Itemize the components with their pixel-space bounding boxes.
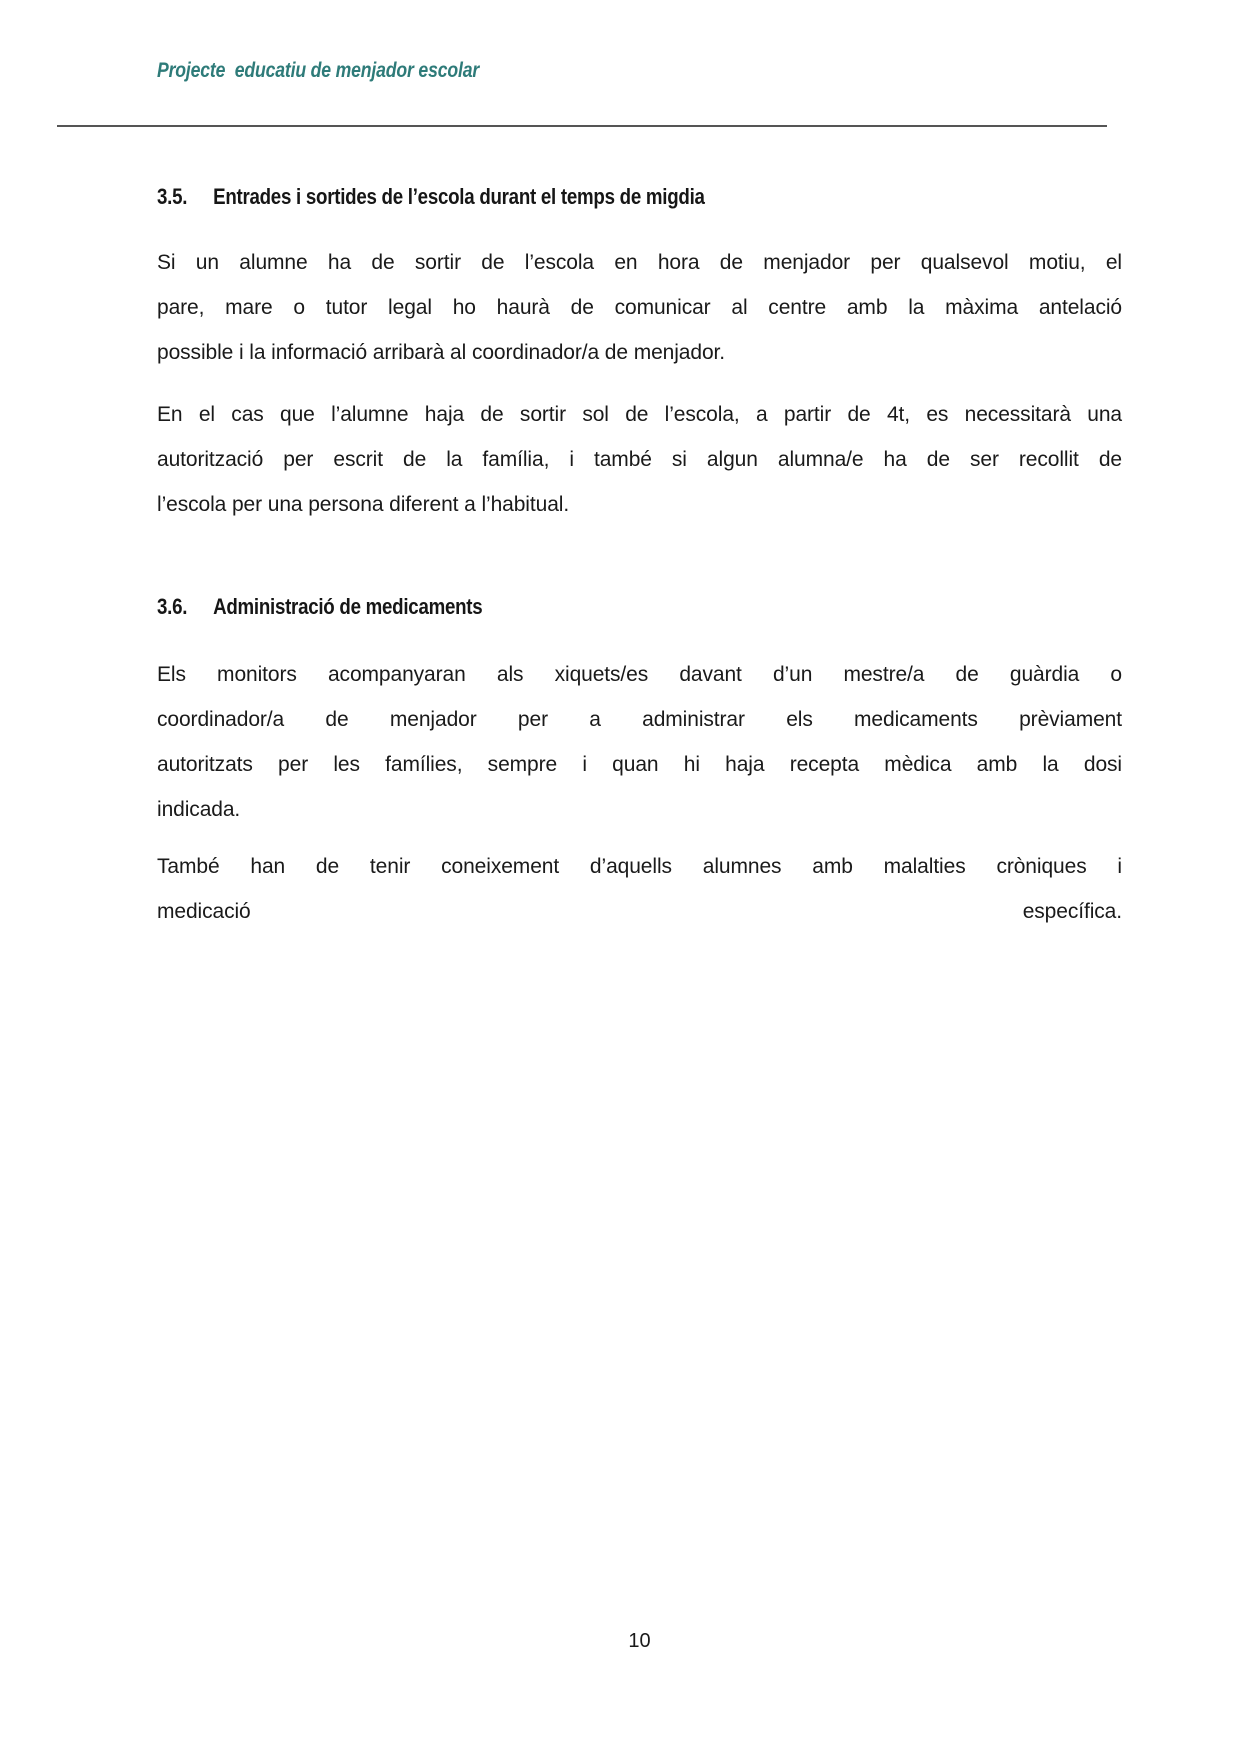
header-rule bbox=[57, 125, 1107, 127]
section-title: Entrades i sortides de l’escola durant el temps de migdia bbox=[213, 184, 705, 209]
section-title: Administració de medicaments bbox=[213, 594, 483, 619]
page-number: 10 bbox=[628, 1630, 651, 1652]
text-line: En el cas que l’alumne haja de sortir sol de l’escola, a partir de 4t, es necessitarà una bbox=[157, 403, 1122, 426]
text-line: Si un alumne ha de sortir de l’escola en hora de menjador per qualsevol motiu, el bbox=[157, 251, 1122, 274]
text-line: coordinador/a de menjador per a administrar els medicaments prèviament bbox=[157, 708, 1122, 731]
paragraph bbox=[157, 392, 1122, 527]
paragraph bbox=[157, 240, 1122, 375]
text-line: Els monitors acompanyaran als xiquets/es davant d’un mestre/a de guàrdia o bbox=[157, 663, 1122, 686]
section-heading-3-6 bbox=[157, 592, 482, 622]
paragraph bbox=[157, 844, 1122, 934]
text-line: possible i la informació arribarà al coordinador/a de menjador. bbox=[157, 341, 726, 364]
text-line: pare, mare o tutor legal ho haurà de comunicar al centre amb la màxima antelació bbox=[157, 296, 1122, 319]
section-heading-3-5 bbox=[157, 182, 705, 212]
text-line: l’escola per una persona diferent a l’habitual. bbox=[157, 493, 570, 516]
text-line: indicada. bbox=[157, 798, 241, 821]
text-line: autoritzats per les famílies, sempre i quan hi haja recepta mèdica amb la dosi bbox=[157, 753, 1122, 776]
section-number: 3.5. bbox=[157, 184, 188, 209]
document-header-title: Projecte educatiu de menjador escolar bbox=[157, 59, 480, 82]
text-line: medicació específica. bbox=[157, 900, 1122, 923]
text-line: autorització per escrit de la família, i també si algun alumna/e ha de ser recollit de bbox=[157, 448, 1122, 471]
text-line: També han de tenir coneixement d’aquells alumnes amb malalties cròniques i bbox=[157, 855, 1122, 878]
paragraph bbox=[157, 652, 1122, 832]
section-number: 3.6. bbox=[157, 594, 188, 619]
